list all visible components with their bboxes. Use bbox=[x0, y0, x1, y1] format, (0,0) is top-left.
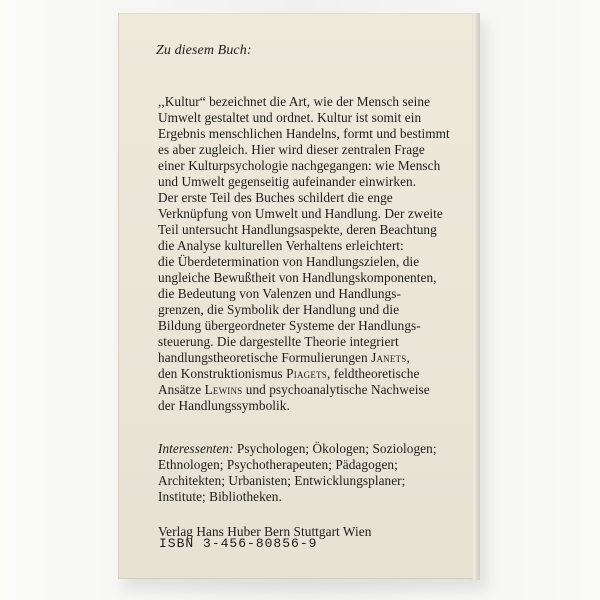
description-line-2: Umwelt gestaltet und ordnet. Kultur ist somit ein bbox=[158, 110, 422, 125]
interested-line-3: Architekten; Urbanisten; Entwicklungsplaner; bbox=[158, 473, 406, 488]
description-line-1: ,,Kultur“ bezeichnet die Art, wie der Mensch seine bbox=[158, 94, 431, 109]
description-line-17: handlungstheoretische Formulierungen Janets, bbox=[158, 350, 410, 365]
publisher-line: Verlag Hans Huber Bern Stuttgart Wien bbox=[158, 524, 372, 539]
book-back-cover bbox=[118, 13, 472, 579]
description-line-19: Ansätze Lewins und psychoanalytische Nachweise bbox=[158, 382, 430, 397]
interested-label: Interessenten: bbox=[158, 441, 234, 456]
description-line-11: die Überdetermination von Handlungszielen, die bbox=[158, 254, 420, 269]
description-line-20: der Handlungssymbolik. bbox=[158, 398, 290, 413]
interested-line-2: Ethnologen; Psychotherapeuten; Pädagogen; bbox=[158, 457, 398, 472]
isbn-number: ISBN 3-456-80856-9 bbox=[159, 536, 318, 551]
description-line-10: die Analyse kulturellen Verhaltens erleichtert: bbox=[158, 238, 404, 253]
description-line-7: Der erste Teil des Buches schildert die enge bbox=[158, 190, 393, 205]
description-line-4: es aber zugleich. Hier wird dieser zentralen Frage bbox=[158, 142, 425, 157]
book-heading: Zu diesem Buch: bbox=[156, 43, 252, 58]
description-line-14: grenzen, die Symbolik der Handlung und die bbox=[158, 302, 400, 317]
description-line-8: Verknüpfung von Umwelt und Handlung. Der zweite bbox=[158, 206, 443, 221]
description-line-3: Ergebnis menschlichen Handelns, formt und bestimmt bbox=[158, 126, 450, 141]
description-line-6: und Umwelt gegenseitig aufeinander einwirken. bbox=[158, 174, 417, 189]
description-line-18: den Konstruktionismus Piagets, feldtheoretische bbox=[158, 366, 420, 381]
description-line-16: steuerung. Die dargestellte Theorie integriert bbox=[158, 334, 399, 349]
description-line-13: die Bedeutung von Valenzen und Handlungs- bbox=[158, 286, 401, 301]
interested-line-4: Institute; Bibliotheken. bbox=[158, 489, 282, 504]
description-line-15: Bildung übergeordneter Systeme der Handlungs- bbox=[158, 318, 421, 333]
interested-list-1: Psychologen; Ökologen; Soziologen; bbox=[233, 441, 437, 456]
description-line-5: einer Kulturpsychologie nachgegangen: wie Mensch bbox=[158, 158, 441, 173]
description-line-12: ungleiche Bewußtheit von Handlungskomponenten, bbox=[158, 270, 437, 285]
description-line-9: Teil untersucht Handlungsaspekte, deren Beachtung bbox=[158, 222, 437, 237]
interested-line-1 bbox=[158, 441, 437, 457]
